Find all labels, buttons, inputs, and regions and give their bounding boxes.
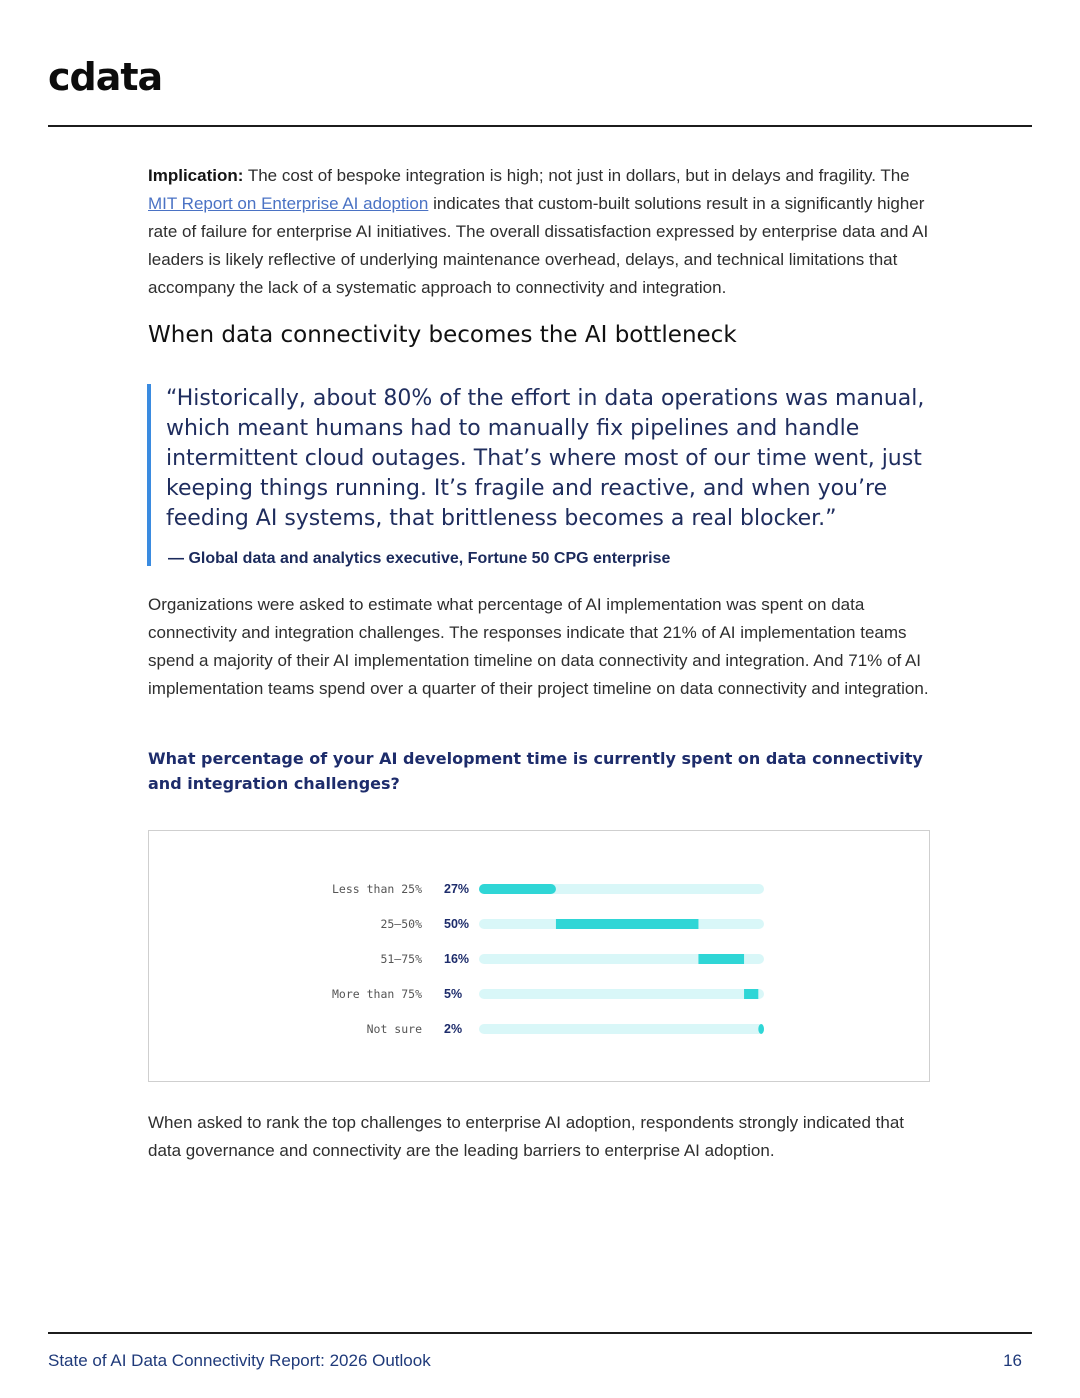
rank-text: When asked to rank the top challenges to enterprise AI adoption, respondents strongly indicated that data governance and connectivity are the leading barriers to enterprise AI adoption.: [148, 1113, 905, 1160]
category-label: 25–50%: [380, 917, 422, 931]
footer-divider: [48, 1332, 1032, 1334]
value-label: 16%: [444, 952, 470, 966]
page-number: 16: [1003, 1351, 1022, 1370]
value-label: 50%: [444, 917, 470, 931]
implication-paragraph: [148, 162, 938, 302]
rank-paragraph: [148, 1109, 938, 1165]
mit-report-link[interactable]: MIT Report on Enterprise AI adoption: [148, 194, 429, 213]
bar-value: [744, 989, 758, 999]
chart-container: [148, 830, 930, 1082]
footer-report-title: State of AI Data Connectivity Report: 2026 Outlook: [48, 1351, 431, 1370]
bar-chart: [149, 831, 929, 1081]
bar-value: [758, 1024, 764, 1034]
value-label: 2%: [444, 1022, 463, 1036]
value-label: 27%: [444, 882, 470, 896]
implication-text-2: indicates that custom-built solutions result in a significantly higher rate of failure for enterprise AI initiatives. The overall dissatisfaction expressed by enterprise data and AI leaders is likely reflective of underlying maintenance overhead, delays, and technical limitations that accompany the lack of a systematic approach to connectivity and integration.: [148, 194, 929, 297]
category-label: Less than 25%: [331, 882, 422, 896]
category-label: 51–75%: [380, 952, 422, 966]
bar-track: [479, 989, 764, 999]
estimate-text: Organizations were asked to estimate what percentage of AI implementation was spent on data connectivity and integration challenges. The responses indicate that 21% of AI implementation teams spend a majority of their AI implementation timeline on data connectivity and integration. And 71% of AI implementation teams spend over a quarter of their project timeline on data connectivity and integration.: [148, 595, 929, 698]
bar-value: [698, 954, 744, 964]
implication-label: Implication:: [148, 166, 244, 185]
category-label: More than 75%: [331, 987, 422, 1001]
implication-text-1: The cost of bespoke integration is high; not just in dollars, but in delays and fragility. The: [243, 166, 910, 185]
section-heading: When data connectivity becomes the AI bottleneck: [148, 322, 737, 348]
estimate-paragraph: [148, 591, 938, 703]
bar-track: [479, 1024, 764, 1034]
category-label: Not sure: [366, 1022, 422, 1036]
pull-quote: “Historically, about 80% of the effort in data operations was manual, which meant humans had to manually fix pipelines and handle intermittent cloud outages. That’s where most of our time went, just keeping things running. It’s fragile and reactive, and when you’re feeding AI systems, that brittleness becomes a real blocker.”: [166, 386, 925, 531]
bar-value: [479, 884, 556, 894]
survey-question: What percentage of your AI development time is currently spent on data connectivity and integration challenges?: [148, 749, 923, 793]
quote-attribution: — Global data and analytics executive, Fortune 50 CPG enterprise: [168, 550, 671, 567]
value-label: 5%: [444, 987, 463, 1001]
quote-accent-bar: [147, 384, 151, 566]
bar-value: [556, 919, 699, 929]
header-divider: [48, 125, 1032, 127]
cdata-logo: cdata: [48, 55, 163, 99]
